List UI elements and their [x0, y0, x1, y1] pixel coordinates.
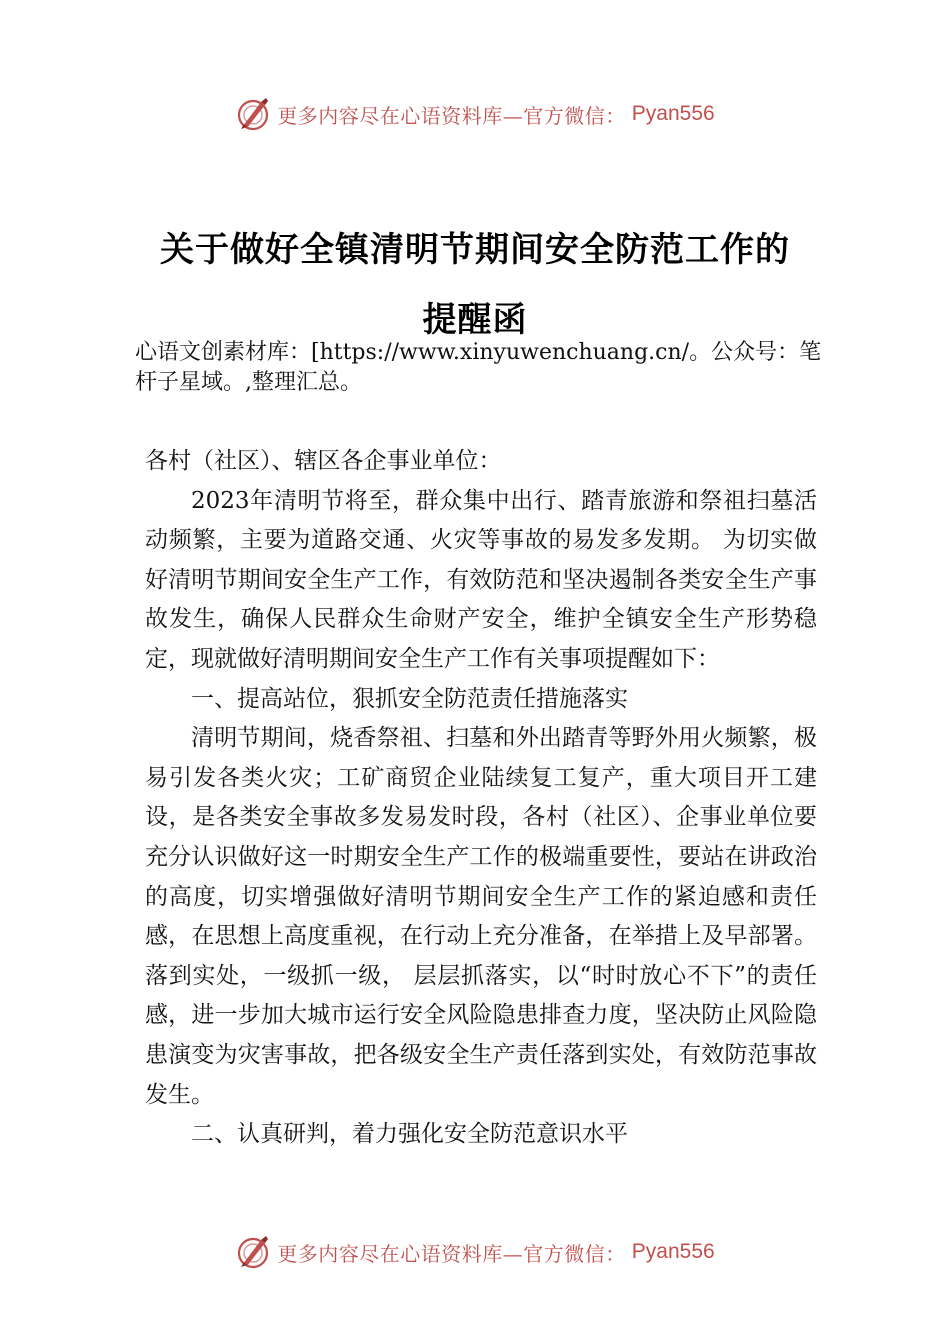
section-heading-2: 二、认真研判，着力强化安全防范意识水平 — [191, 1121, 628, 1148]
header-banner — [0, 92, 950, 136]
quill-pen-logo-icon — [235, 96, 271, 132]
footer-banner — [0, 1230, 950, 1274]
section-paragraph-1: 清明节期间，烧香祭祖、扫墓和外出踏青等野外用火频繁，极易引发各类火灾；工矿商贸企业陆续复工复产，重大项目开工建设，是各类安全事故多发易发时段，各村（社区）、企事业单位要充分认识做好这一时期安全生产工作的极端重要性，要站在讲政治的高度，切实增强做好清明节期间安全生产工作的紧迫感和责任感，在思想上高度重视，在行动上充分准备，在举措上及早部署。落到实处，一级抓一级， 层层抓落实，以“时时放心不下”的责任感，进一步加大城市运行安全风险隐患排查力度，坚决防止风险隐患演变为灾害事故，把各级安全生产责任落到实处，有效防范事故发生。 — [145, 725, 817, 1108]
document-body — [145, 442, 817, 1155]
intro-paragraph: 2023年清明节将至，群众集中出行、踏青旅游和祭祖扫墓活动频繁，主要为道路交通、火灾等事故的易发多发期。 为切实做好清明节期间安全生产工作，有效防范和坚决遏制各类安全生产事故发生，确保人民群众生命财产安全，维护全镇安全生产形势稳定，现就做好清明期间安全生产工作有关事项提醒如下： — [145, 487, 817, 672]
salutation: 各村（社区）、辖区各企事业单位： — [145, 448, 502, 474]
header-banner-wechat-id: Pyan556 — [631, 102, 715, 125]
header-banner-content — [235, 96, 714, 132]
section-heading-1: 一、提高站位，狠抓安全防范责任措施落实 — [191, 685, 628, 712]
footer-banner-wechat-id: Pyan556 — [631, 1240, 715, 1263]
header-banner-text: 更多内容尽在心语资料库—官方微信： — [277, 103, 626, 128]
document-title-line-1: 关于做好全镇清明节期间安全防范工作的 — [160, 230, 790, 270]
footer-banner-content — [235, 1234, 714, 1270]
footer-banner-text: 更多内容尽在心语资料库—官方微信： — [277, 1241, 626, 1266]
source-note: 心语文创素材库：[https://www.xinyuwenchuang.cn/。公众号：笔杆子星域。,整理汇总。 — [135, 340, 822, 395]
quill-pen-logo-icon — [235, 1234, 271, 1270]
document-title-line-2: 提醒函 — [422, 300, 528, 340]
